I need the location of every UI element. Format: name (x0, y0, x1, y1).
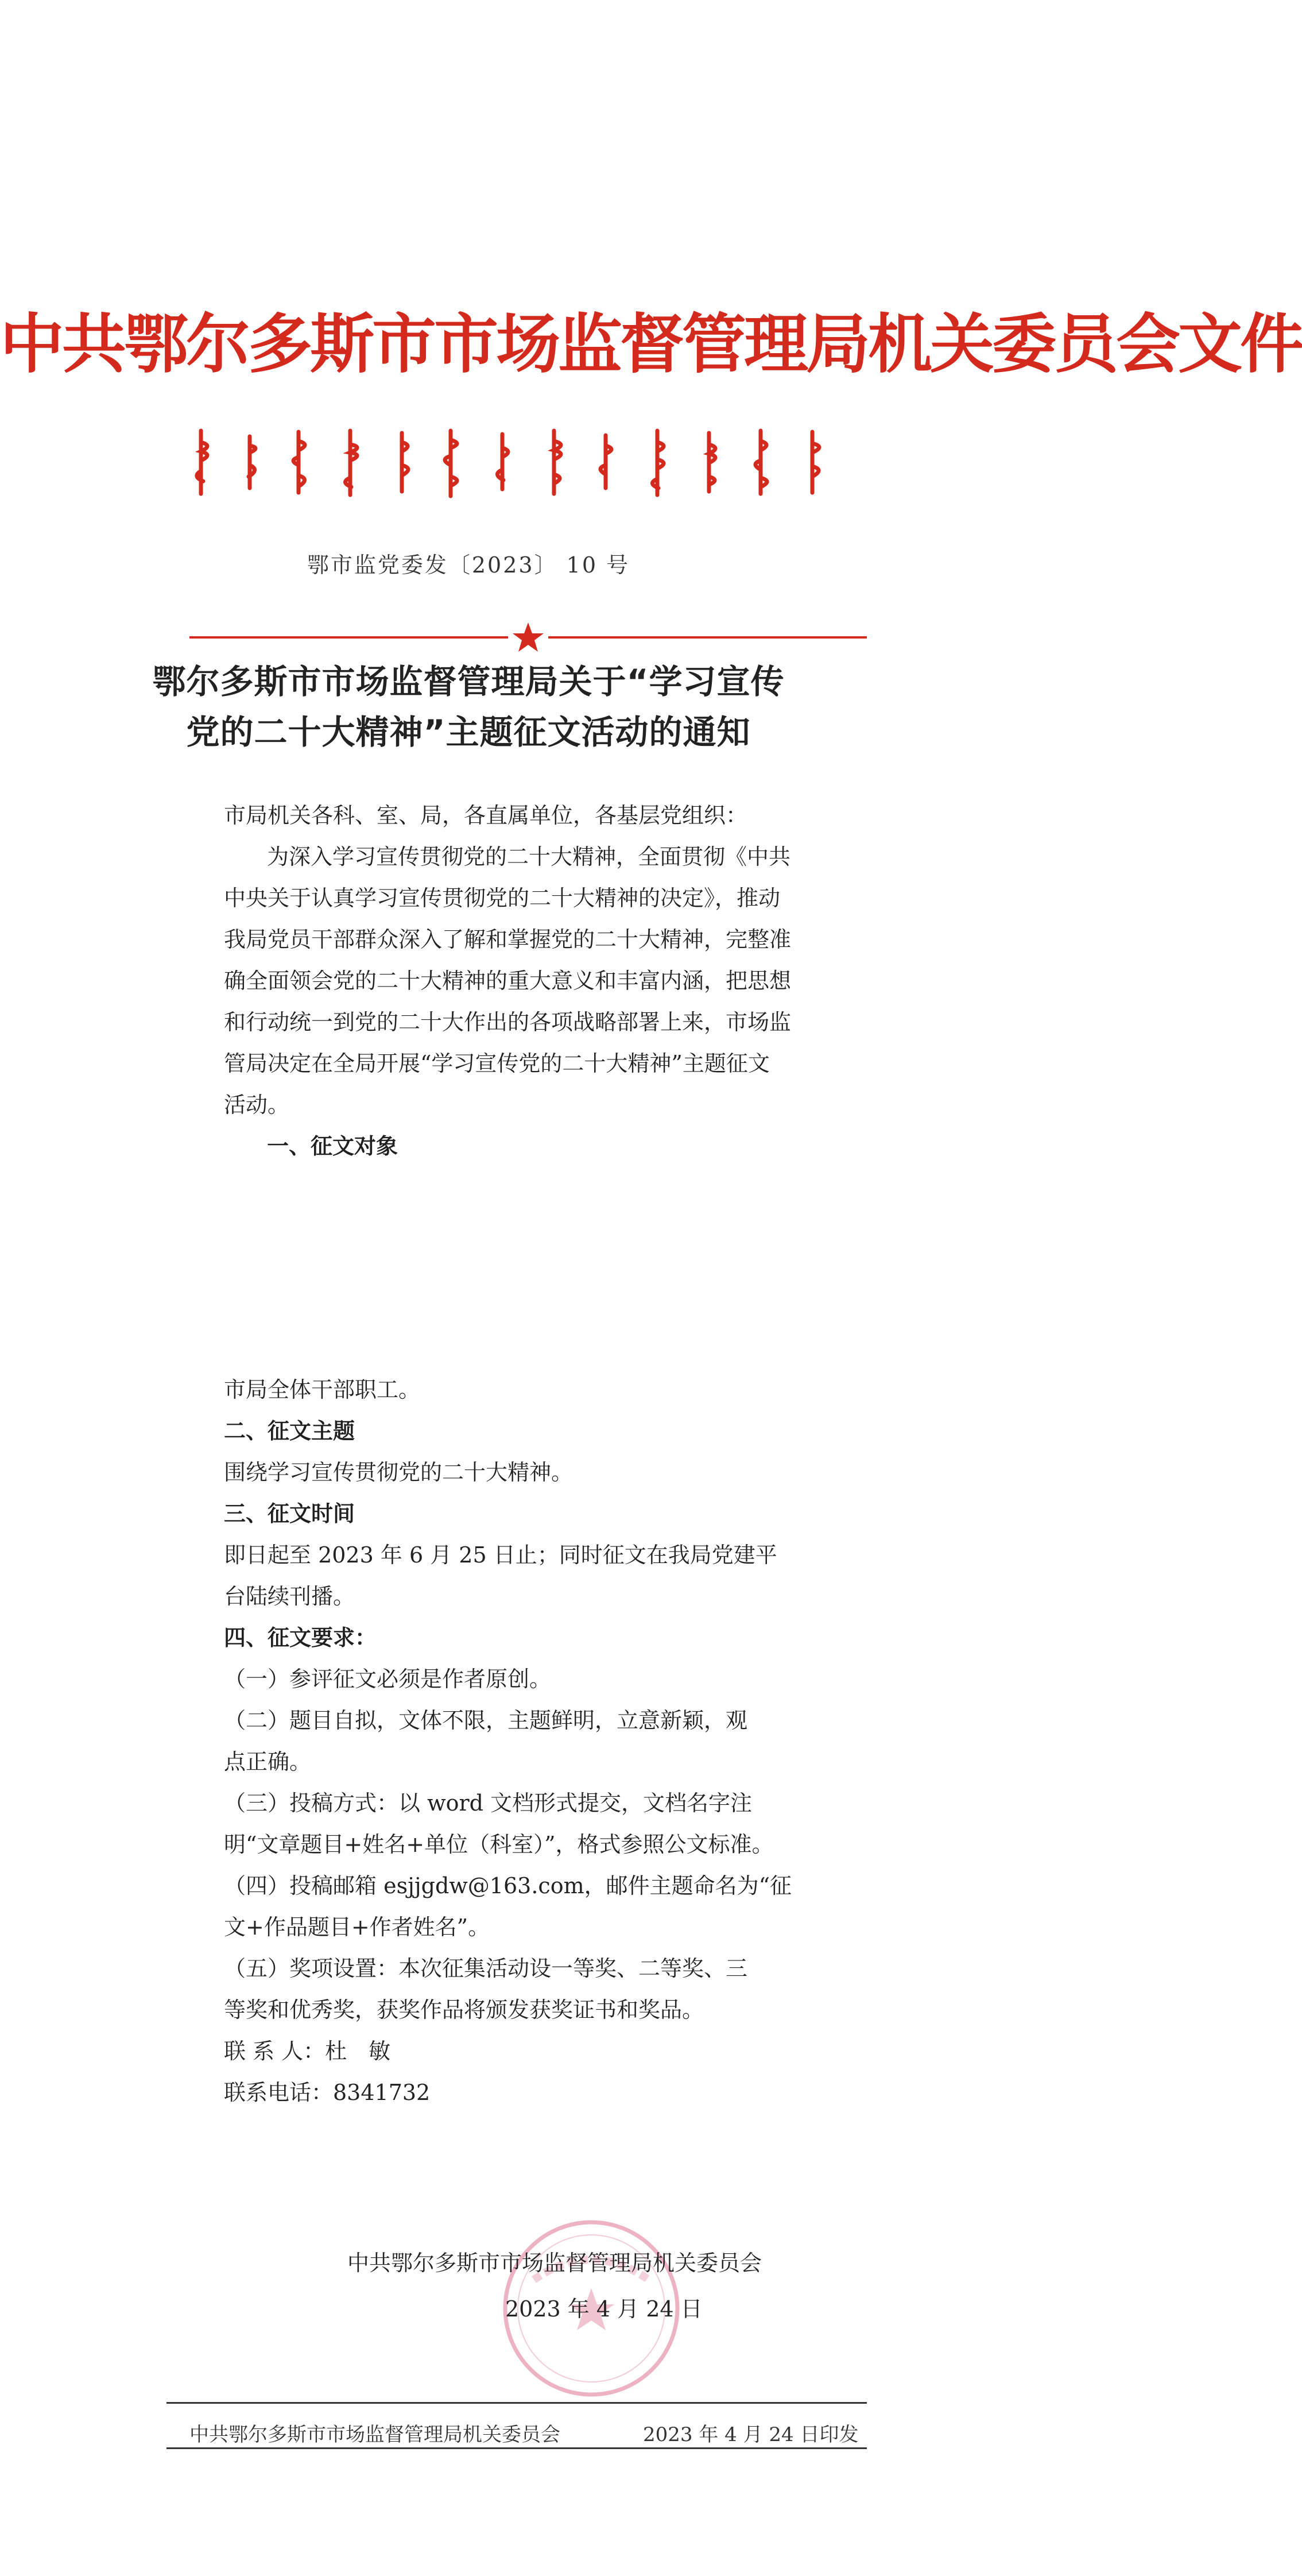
intro-line-4: 确全面领会党的二十大精神的重大意义和丰富内涵，把思想 (224, 968, 792, 993)
mongolian-word-9 (600, 435, 611, 488)
mongolian-word-2 (249, 436, 255, 488)
section-3-heading: 三、征文时间 (224, 1501, 355, 1526)
footer-print-date: 2023 年 4 月 24 日印发 (643, 2423, 859, 2446)
red-star-icon (513, 622, 544, 652)
requirement-4-line-1: （四）投稿邮箱 esjjgdw@163.com，邮件主题命名为“征 (224, 1873, 792, 1898)
requirement-3-line-2: 明“文章题目+姓名+单位（科室）”，格式参照公文标准。 (224, 1832, 774, 1857)
intro-line-6: 管局决定在全局开展“学习宣传党的二十大精神”主题征文 (224, 1051, 770, 1076)
requirement-5-line-2: 等奖和优秀奖，获奖作品将颁发获奖证书和奖品。 (224, 1997, 704, 2022)
mongolian-word-6 (445, 431, 457, 496)
requirement-3-line-1: （三）投稿方式：以 word 文档形式提交，文档名字注 (224, 1790, 753, 1816)
intro-line-7: 活动。 (224, 1092, 290, 1117)
intro-line-3: 我局党员干部群众深入了解和掌握党的二十大精神，完整准 (224, 927, 792, 952)
section-1-heading: 一、征文对象 (267, 1134, 398, 1159)
section-3-line-1: 即日起至 2023 年 6 月 25 日止；同时征文在我局党建平 (224, 1542, 777, 1568)
mongolian-word-12 (755, 431, 767, 494)
requirement-1: （一）参评征文必须是作者原创。 (224, 1666, 552, 1692)
requirement-5-line-1: （五）奖项设置：本次征集活动设一等奖、二等奖、三 (224, 1956, 748, 1981)
footer-issuer: 中共鄂尔多斯市市场监督管理局机关委员会 (189, 2423, 560, 2446)
footer-top-rule (166, 2402, 867, 2404)
mongolian-word-8 (554, 431, 561, 494)
mongolian-word-13 (812, 432, 819, 493)
requirement-2-line-1: （二）题目自拟，文体不限，主题鲜明，立意新颖，观 (224, 1708, 748, 1733)
mongolian-word-7 (497, 434, 508, 489)
section-4-heading: 四、征文要求： (224, 1625, 377, 1650)
mongolian-word-5 (402, 433, 408, 492)
section-2-text: 围绕学习宣传贯彻党的二十大精神。 (224, 1460, 574, 1485)
mongolian-word-11 (709, 433, 715, 492)
requirement-2-line-2: 点正确。 (224, 1749, 312, 1774)
intro-line-1: 为深入学习宣传贯彻党的二十大精神，全面贯彻《中共 (267, 844, 791, 869)
red-separator-line (189, 620, 867, 655)
intro-line-5: 和行动统一到党的二十大作出的各项战略部署上来，市场监 (224, 1009, 792, 1035)
footer-bottom-rule (166, 2447, 867, 2449)
mongolian-script-header (189, 425, 855, 500)
section-3-line-2: 台陆续刊播。 (224, 1584, 355, 1609)
signature-date: 2023 年 4 月 24 日 (505, 2296, 703, 2322)
signature-organization: 中共鄂尔多斯市市场监督管理局机关委员会 (347, 2250, 762, 2276)
salutation: 市局机关各科、室、局，各直属单位，各基层党组织： (224, 803, 748, 828)
mongolian-word-1 (197, 431, 207, 494)
section-1-text: 市局全体干部职工。 (224, 1377, 421, 1402)
contact-person: 联 系 人：杜 敏 (224, 2039, 391, 2064)
notice-title-line-2: 党的二十大精神”主题征文活动的通知 (186, 713, 751, 752)
document-number: 鄂市监党委发〔2023〕 10 号 (307, 552, 630, 578)
intro-line-2: 中央关于认真学习宣传贯彻党的二十大精神的决定》，推动 (224, 885, 781, 911)
document-header-title: 中共鄂尔多斯市市场监督管理局机关委员会文件 (0, 307, 1302, 382)
contact-phone: 联系电话：8341732 (224, 2080, 431, 2105)
mongolian-word-10 (652, 431, 664, 495)
notice-title-line-1: 鄂尔多斯市市场监督管理局关于“学习宣传 (152, 662, 785, 701)
requirement-4-line-2: 文+作品题目+作者姓名”。 (224, 1914, 490, 1940)
mongolian-word-3 (293, 432, 305, 493)
section-2-heading: 二、征文主题 (224, 1418, 355, 1444)
mongolian-word-4 (345, 431, 357, 495)
